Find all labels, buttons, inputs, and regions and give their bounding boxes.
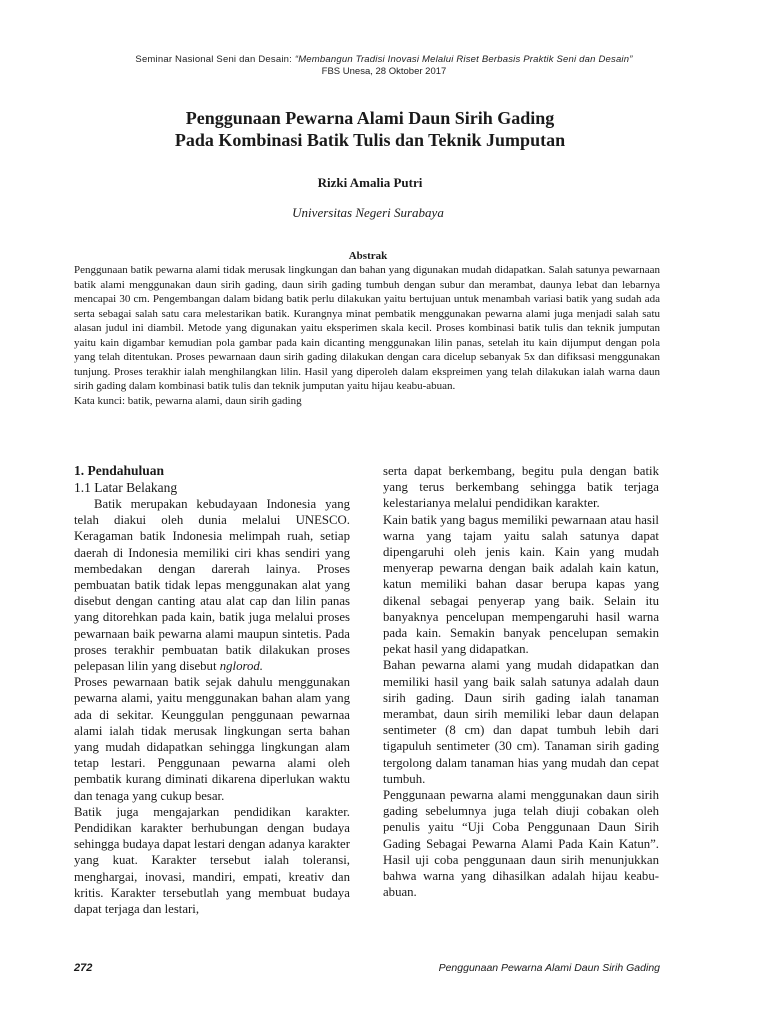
right-column (383, 463, 659, 900)
paper-title-line2: Pada Kombinasi Batik Tulis dan Teknik Jumputan (174, 130, 566, 150)
paragraph-5: Kain batik yang bagus memiliki pewarnaan atau hasil warna yang tajam yaitu salah satunya dapat dipengaruhi oleh jenis kain. Kain yang mudah menyerap pewarna dengan baik adalah kain katun, katun memiliki bahan dasar berupa kapas yang dikenal sebagai penyerap yang baik. Selain itu banyaknya pencelupan mempengaruhi hasil warna pada kain. Semakin banyak pencelupan semakin pekat hasil yang didapatkan. (383, 512, 659, 657)
paper-title (0, 107, 740, 151)
subsection-heading: 1.1 Latar Belakang (74, 480, 178, 495)
author-name: Rizki Amalia Putri (317, 175, 423, 190)
paragraph-2: Proses pewarnaan batik sejak dahulu menggunakan pewarna alami, yaitu menggunakan bahan alam yang ada di sekitar. Keunggulan penggunaan pewarnaa alami ialah tidak merusak lingkungan serta bahan yang mudah didapatkan sehingga lingkungan alam tetap lestari. Penggunaan pewarna alami oleh pembatik kurang diminati dikarena diperlukan waktu dan tenaga yang cukup besar. (74, 675, 350, 803)
conference-venue-date: FBS Unesa, 28 Oktober 2017 (321, 66, 447, 77)
page-number: 272 (74, 962, 93, 974)
paragraph-1-text: Batik merupakan kebudayaan Indonesia yang telah diakui oleh dunia melalui UNESCO. Keragaman batik Indonesia melimpah ruah, setiap daerah di Indonesia memiliki ciri khas sendiri yang membedakan dengan darerah lainya. Proses pembuatan batik tidak lepas menggunakan alat yang disebut dengan canting atau alat cap dan lilin panas yang ditorehkan pada kain, batik juga melalui proses pewarnaan baik pewarna alami maupun sintetis. Pada proses terakhir pembuatan batik dilakukan proses pelepasan lilin yang disebut (74, 497, 350, 674)
paragraph-4: serta dapat berkembang, begitu pula dengan batik yang terus berkembang sehingga batik terjaga kelestarianya melalui pendidikan karakter. (383, 464, 659, 511)
paragraph-3: Batik juga mengajarkan pendidikan karakter. Pendidikan karakter berhubungan dengan budaya sehingga budaya dapat lestari dengan adanya karakter yang kuat. Karakter tersebut ialah toleransi, menghargai, inovasi, mandiri, empati, kreativ dan kritis. Karakter tersebutlah yang membuat budaya dapat terjaga dan lestari, (74, 804, 350, 917)
term-nglorod: nglorod. (219, 659, 263, 674)
abstract-body (74, 263, 660, 408)
section-heading: 1. Pendahuluan (74, 463, 165, 478)
paragraph-6: Bahan pewarna alami yang mudah didapatkan dan memiliki hasil yang baik salah satunya adalah daun sirih gading. Daun sirih gading ialah tanaman merambat, daun sirih memiliki lebar daun delapan sentimeter (8 cm) dan dapat tumbuh lebih dari tigapuluh sentimeter (30 cm). Tanaman sirih gading tergolong dalam tanaman hias yang mudah dan cepat tumbuh. (383, 658, 659, 786)
abstract-text: Penggunaan batik pewarna alami tidak merusak lingkungan dan bahan yang digunakan mudah didapatkan. Salah satunya pewarnaan batik alami menggunakan daun sirih gading, daun sirih gading tumbuh dengan subur dan merambat, daunya lebat dan lebarnya mencapai 30 cm. Pengembangan dalam bidang batik perlu dilakukan yaitu bertujuan untuk menambah variasi batik yang sudah ada serta sebagai salah satu cara melestarikan batik. Kurangnya minat pembatik menggunakan pewarna alami juga menjadi salah satu alasan judul ini diambil. Metode yang digunakan yaitu eksperimen skala kecil. Proses kombinasi batik tulis dan teknik jumputan yaitu kain digambar kemudian pola gambar pada kain dicanting menggunakan lilin panas, setelah itu kain dijumput dengan pola yang telah ditentukan. Proses pewarnaan daun sirih gading dilakukan dengan cara dicelup sebanyak 5x dan difiksasi menggunakan tunjung. Proses terakhir ialah menghilangkan lilin. Hasil yang diperoleh dalam ekspreimen yang telah dilakukan ialah warna daun sirih gading dalam kombinasi batik tulis dan teknik jumputan yaitu hijau keabu-abuan. (74, 264, 660, 392)
paper-title-line1: Penggunaan Pewarna Alami Daun Sirih Gading (185, 108, 555, 128)
conference-theme: “Membangun Tradisi Inovasi Melalui Riset Berbasis Praktik Seni dan Desain” (294, 54, 633, 65)
left-column (74, 462, 350, 917)
conference-header (0, 54, 768, 65)
abstract-heading: Abstrak (348, 250, 388, 262)
paragraph-7: Penggunaan pewarna alami menggunakan daun sirih gading sebelumnya juga telah diuji cobakan oleh penulis yaitu “Uji Coba Penggunaan Daun Sirih Gading Sebagai Pewarna Alami Pada Kain Katun”. Hasil uji coba penggunaan daun sirih menunjukkan bahwa warna yang dihasilkan adalah hijau keabu-abuan. (383, 788, 659, 900)
running-footer-title: Penggunaan Pewarna Alami Daun Sirih Gading (438, 962, 660, 974)
abstract-keywords: Kata kunci: batik, pewarna alami, daun sirih gading (74, 394, 302, 407)
author-affiliation: Universitas Negeri Surabaya (292, 205, 444, 220)
paragraph-1 (74, 496, 350, 674)
conference-name: Seminar Nasional Seni dan Desain: (135, 54, 295, 65)
